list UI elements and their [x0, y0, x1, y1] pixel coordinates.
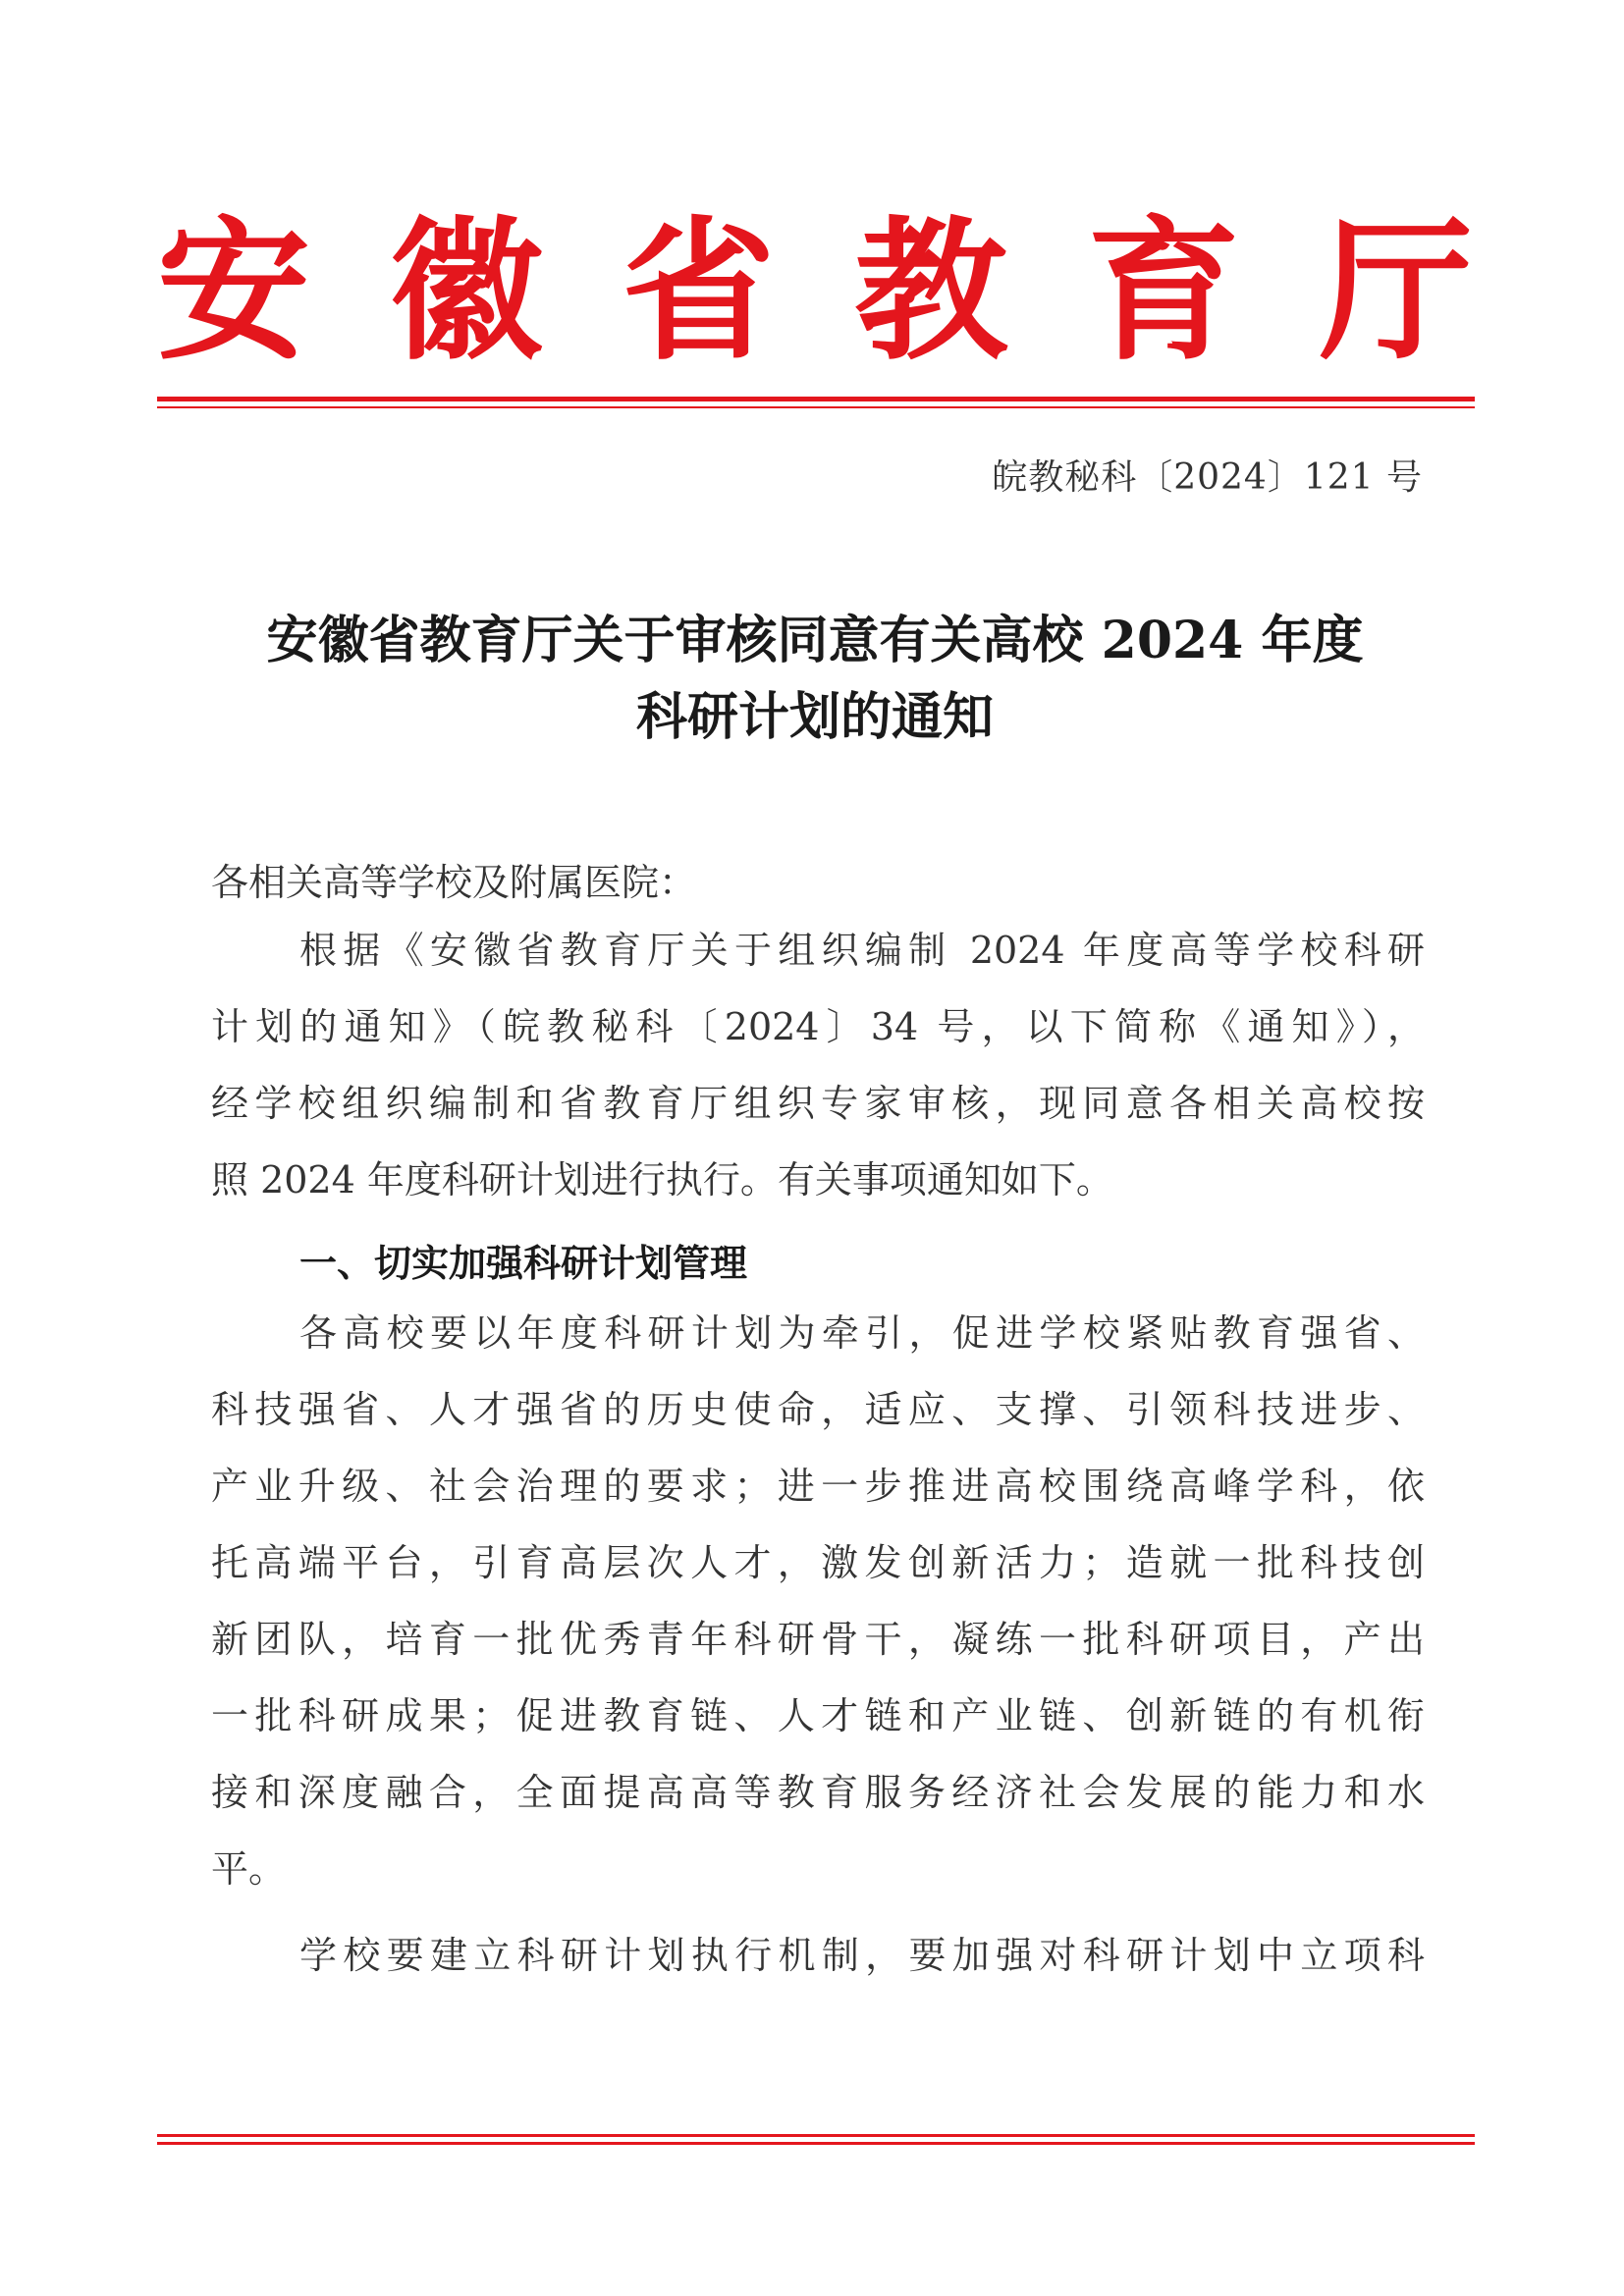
masthead-char: 教 — [854, 202, 1008, 381]
body-line: 新团队，培育一批优秀青年科研骨干，凝练一批科研项目，产出 — [211, 1618, 1425, 1661]
document-number: 皖教秘科〔2024〕121 号 — [992, 457, 1423, 498]
body-line: 经学校组织编制和省教育厅组织专家审核，现同意各相关高校按 — [211, 1082, 1425, 1125]
section-heading: 一、切实加强科研计划管理 — [299, 1241, 748, 1285]
body-line: 学校要建立科研计划执行机制，要加强对科研计划中立项科 — [299, 1934, 1425, 1977]
masthead-char: 安 — [157, 202, 310, 381]
document-title-line-1: 安徽省教育厅关于审核同意有关高校 2024 年度 — [266, 611, 1364, 670]
document-title-line-2: 科研计划的通知 — [635, 687, 994, 747]
masthead-char: 育 — [1087, 202, 1241, 381]
footer-rule-1 — [157, 2134, 1475, 2137]
body-line: 各高校要以年度科研计划为牵引，促进学校紧贴教育强省、 — [299, 1311, 1425, 1355]
addressee: 各相关高等学校及附属医院： — [211, 861, 697, 904]
masthead-char: 厅 — [1319, 202, 1473, 381]
body-line: 根据《安徽省教育厅关于组织编制 2024 年度高等学校科研 — [299, 929, 1425, 972]
masthead-char: 徽 — [389, 202, 543, 381]
body-line: 照 2024 年度科研计划进行执行。有关事项通知如下。 — [211, 1158, 1113, 1201]
body-line: 计划的通知》（皖教秘科〔2024〕34 号，以下简称《通知》）， — [211, 1005, 1425, 1048]
masthead — [157, 202, 1473, 381]
body-line: 一批科研成果；促进教育链、人才链和产业链、创新链的有机衔 — [211, 1694, 1425, 1737]
body-line: 托高端平台，引育高层次人才，激发创新活力；造就一批科技创 — [211, 1541, 1425, 1584]
masthead-rule-thin — [157, 406, 1475, 408]
masthead-char: 省 — [622, 202, 776, 381]
body-line: 产业升级、社会治理的要求；进一步推进高校围绕高峰学科，依 — [211, 1465, 1425, 1508]
masthead-rule-thick — [157, 397, 1475, 401]
body-line: 科技强省、人才强省的历史使命，适应、支撑、引领科技进步、 — [211, 1388, 1425, 1431]
footer-rule-2 — [157, 2142, 1475, 2145]
body-line: 平。 — [211, 1847, 287, 1891]
body-line: 接和深度融合，全面提高高等教育服务经济社会发展的能力和水 — [211, 1771, 1425, 1814]
